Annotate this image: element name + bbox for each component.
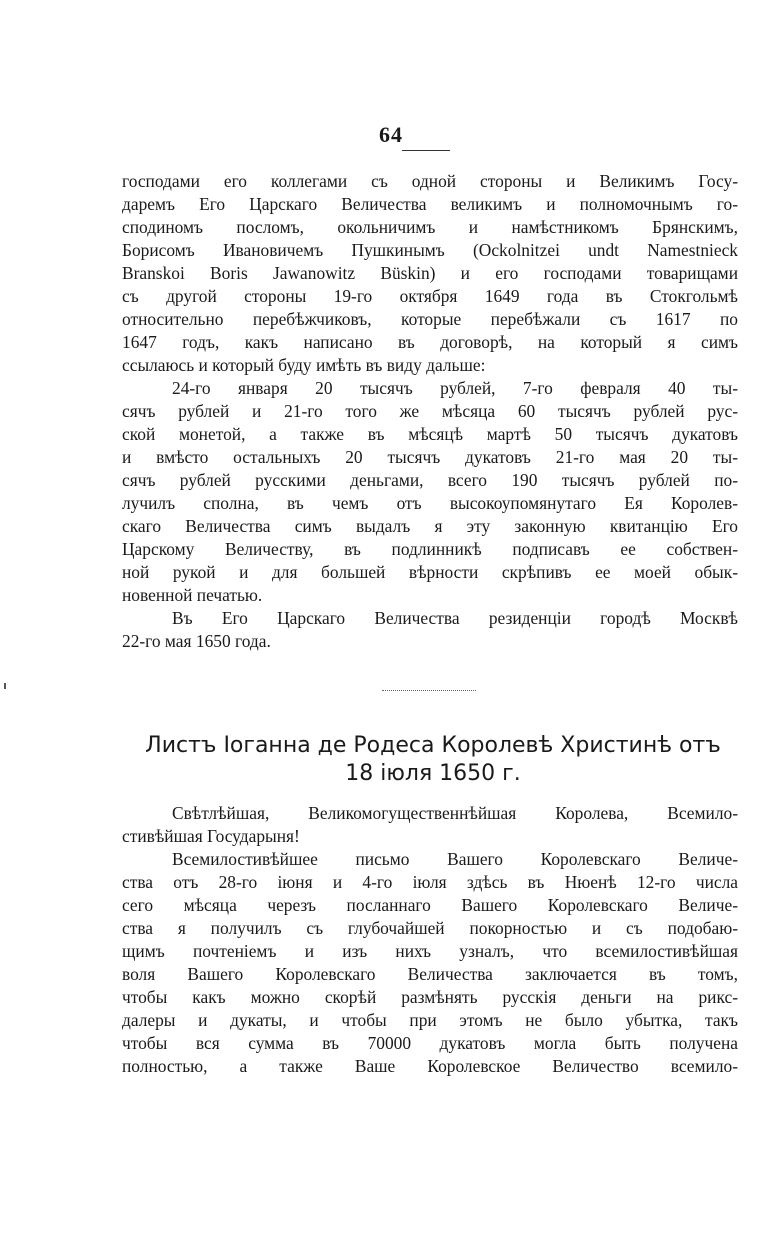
text-line: ссылаюсь и который буду имѣть въ виду дальше: bbox=[122, 355, 486, 375]
text-line: относительно перебѣжчиковъ, которые перебѣжали съ 1617 по bbox=[122, 309, 738, 329]
text-line: съ другой стороны 19-го октября 1649 года въ Стокгольмѣ bbox=[122, 286, 738, 306]
text-line: чтобы вся сумма въ 70000 дукатовъ могла быть получена bbox=[122, 1033, 738, 1053]
text-line: щимъ почтеніемъ и изъ нихъ узналъ, что всемилостивѣйшая bbox=[122, 941, 738, 961]
text-line: даремъ Его Царскаго Величества великимъ и полномочнымъ го- bbox=[122, 194, 738, 214]
text-line: скаго Величества симъ выдалъ я эту законную квитанцію Его bbox=[122, 516, 738, 536]
text-line: 1647 годъ, какъ написано въ договорѣ, на который я симъ bbox=[122, 332, 738, 352]
text-line: ной рукой и для большей вѣрности скрѣпивъ ее моей обык- bbox=[122, 562, 738, 582]
text-line: ской монетой, а также въ мѣсяцѣ мартѣ 50 тысячъ дукатовъ bbox=[122, 424, 738, 444]
section-divider bbox=[382, 690, 476, 697]
text-line: новенной печатью. bbox=[122, 585, 263, 605]
text-line: Всемилостивѣйшее письмо Вашего Королевскаго Величе- bbox=[172, 849, 738, 869]
text-line: полностью, а также Ваше Королевское Величество всемило- bbox=[122, 1056, 738, 1076]
scan-edge-mark bbox=[4, 683, 6, 689]
text-line: Свѣтлѣйшая, Великомогущественнѣйшая Королева, Всемило- bbox=[172, 803, 738, 823]
text-line: стивѣйшая Государыня! bbox=[122, 826, 300, 846]
letter-heading bbox=[122, 732, 744, 788]
text-line: Въ Его Царскаго Величества резиденціи городѣ Москвѣ bbox=[172, 608, 738, 628]
section-letter-text bbox=[122, 802, 738, 1078]
page-number-rule bbox=[402, 150, 450, 151]
text-line: лучилъ сполна, въ чемъ отъ высокоупомянутаго Ея Королев- bbox=[122, 493, 738, 513]
text-line: сподиномъ посломъ, окольничимъ и намѣстникомъ Брянскимъ, bbox=[122, 217, 738, 237]
text-line: сячъ рублей и 21-го того же мѣсяца 60 тысячъ рублей рус- bbox=[122, 401, 738, 421]
text-line: сячъ рублей русскими деньгами, всего 190 тысячъ рублей по- bbox=[122, 470, 738, 490]
text-line: Борисомъ Ивановичемъ Пушкинымъ (Ockolnitzei undt Namestnieck bbox=[122, 240, 738, 260]
text-line: 24-го января 20 тысячъ рублей, 7-го февраля 40 ты- bbox=[172, 378, 738, 398]
heading-line-1: Листъ Іоганна де Родеса Королевѣ Христинѣ отъ bbox=[145, 733, 721, 758]
text-line: и вмѣсто остальныхъ 20 тысячъ дукатовъ 21-го мая 20 ты- bbox=[122, 447, 738, 467]
page-number: 64 bbox=[379, 122, 403, 147]
text-line: Branskoi Boris Jawanowitz Büskin) и его господами товарищами bbox=[122, 263, 738, 283]
text-line: ства я получилъ съ глубочайшей покорностью и съ подобаю- bbox=[122, 918, 738, 938]
text-line: далеры и дукаты, и чтобы при этомъ не было убытка, такъ bbox=[122, 1010, 738, 1030]
text-line: 22-го мая 1650 года. bbox=[122, 631, 271, 651]
section-receipt-text bbox=[122, 170, 738, 653]
text-line: Царскому Величеству, въ подлинникѣ подписавъ ее собствен- bbox=[122, 539, 738, 559]
text-line: воля Вашего Королевскаго Величества заключается въ томъ, bbox=[122, 964, 738, 984]
text-line: чтобы какъ можно скорѣй размѣнять русскія деньги на рикс- bbox=[122, 987, 738, 1007]
heading-line-2: 18 іюля 1650 г. bbox=[345, 761, 521, 786]
text-line: ства отъ 28-го іюня и 4-го іюля здѣсь въ Нюенѣ 12-го числа bbox=[122, 872, 738, 892]
text-line: сего мѣсяца черезъ посланнаго Вашего Королевскаго Величе- bbox=[122, 895, 738, 915]
text-line: господами его коллегами съ одной стороны и Великимъ Госу- bbox=[122, 171, 738, 191]
